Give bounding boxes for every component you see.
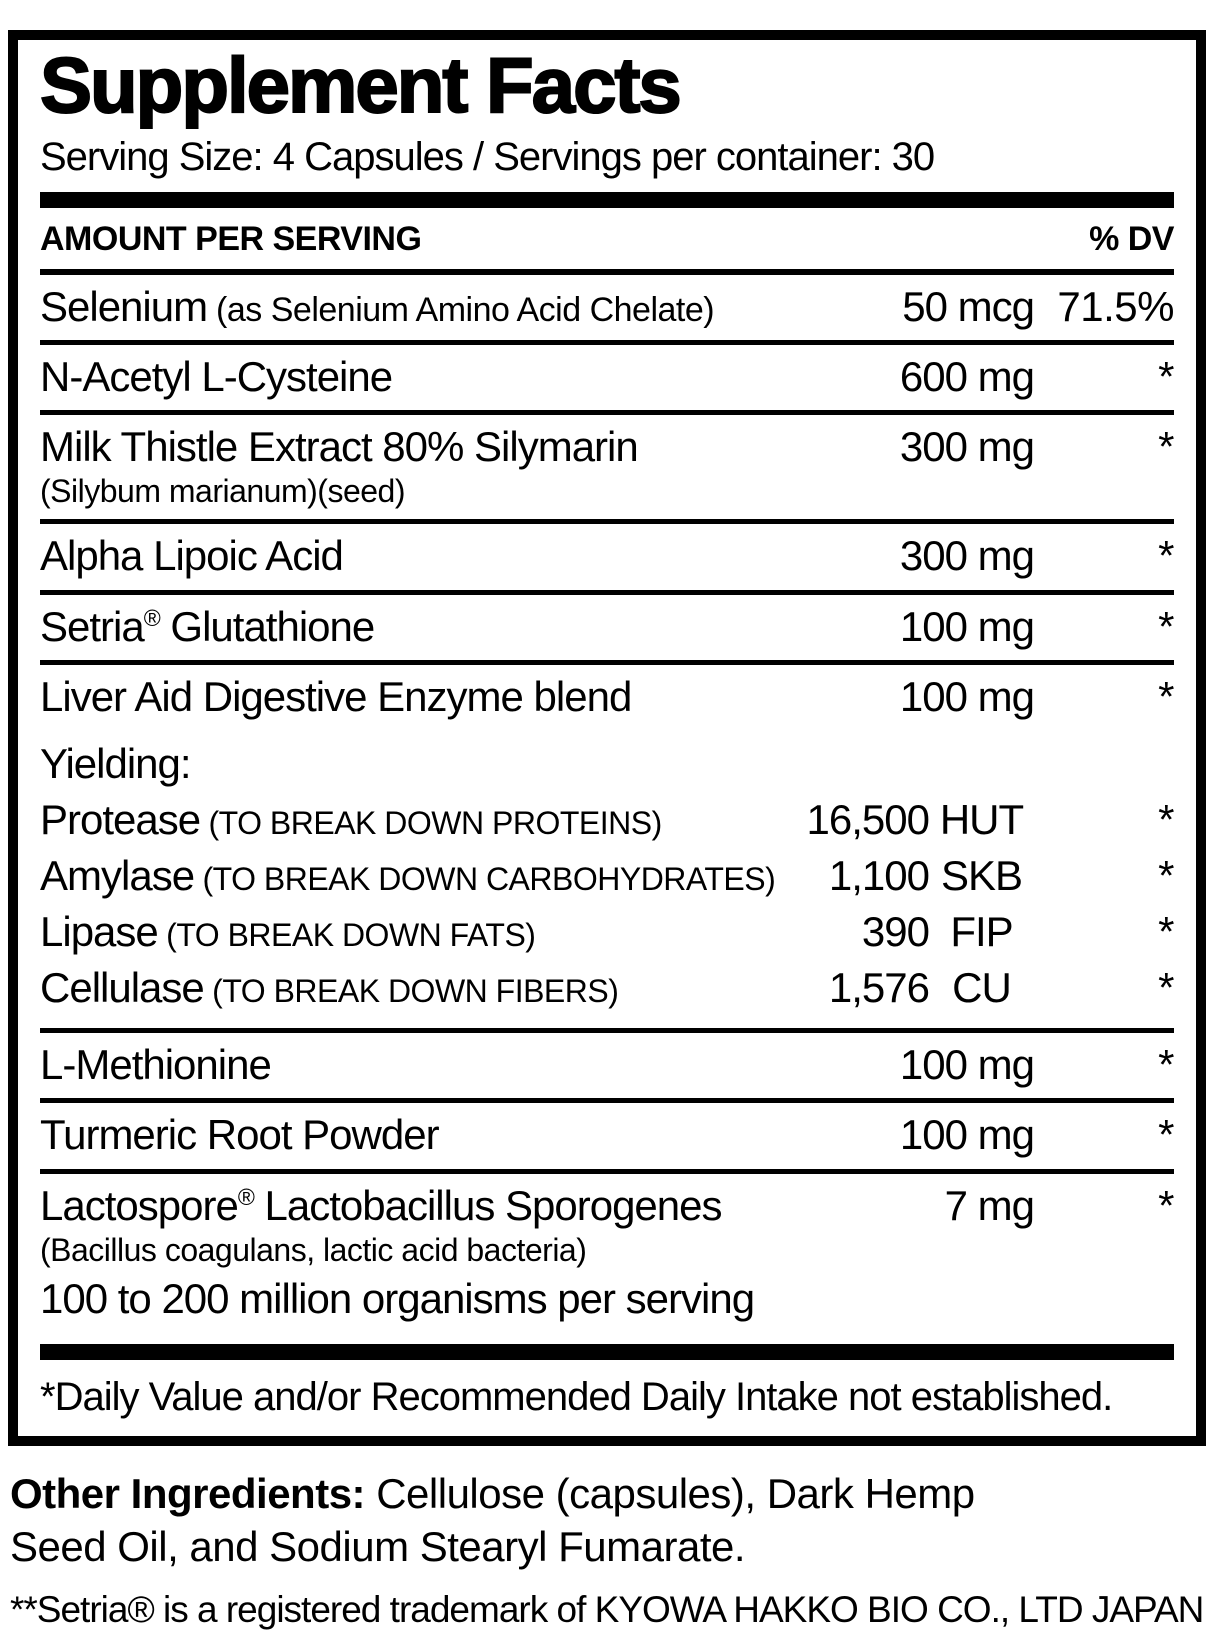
enzyme-unit: HUT — [939, 796, 1024, 844]
amount-header-label: AMOUNT PER SERVING — [40, 219, 422, 258]
enzyme-desc: (TO BREAK DOWN FIBERS) — [203, 973, 619, 1010]
enzyme-name: Lipase — [40, 908, 158, 956]
ingredient-row-ala — [40, 524, 1174, 594]
enzyme-desc: (TO BREAK DOWN FATS) — [157, 917, 536, 954]
facts-title: Supplement Facts — [40, 41, 680, 129]
enzyme-name-cell — [40, 796, 784, 844]
ingredient-dv: * — [1158, 1041, 1174, 1089]
ingredient-amount: 7 mg — [944, 1181, 1034, 1229]
enzyme-value: 1,100 — [828, 852, 929, 900]
below-panel-text — [0, 1446, 1214, 1631]
enzyme-name-cell — [40, 964, 784, 1012]
ingredient-name-text: Setria — [40, 602, 144, 650]
enzyme-value: 16,500 — [806, 796, 929, 844]
enzyme-dv: * — [1158, 796, 1174, 844]
enzyme-unit: FIP — [950, 908, 1013, 956]
ingredient-dv: * — [1158, 532, 1174, 580]
ingredient-row-selenium — [40, 275, 1174, 345]
enzyme-unit: SKB — [940, 852, 1023, 900]
enzyme-row-cellulase — [40, 960, 1174, 1016]
enzyme-dv: * — [1158, 908, 1174, 956]
ingredient-name-text: Alpha Lipoic Acid — [40, 532, 343, 580]
daily-value-footnote: *Daily Value and/or Recommended Daily Intake not established. — [40, 1375, 1113, 1420]
ingredient-name — [40, 423, 814, 510]
ingredient-row-methionine — [40, 1033, 1174, 1103]
enzyme-name-cell — [40, 908, 784, 956]
ingredient-name — [40, 1111, 814, 1159]
trademark-note: **Setria® is a registered trademark of KYOWA HAKKO BIO CO., LTD JAPAN — [10, 1589, 1204, 1631]
enzyme-value: 390 — [861, 908, 929, 956]
ingredient-name — [40, 1041, 814, 1089]
enzyme-name-cell — [40, 852, 784, 900]
enzyme-row-lipase — [40, 904, 1174, 960]
registered-mark: ® — [143, 604, 160, 631]
ingredient-row-nac — [40, 345, 1174, 415]
ingredient-sub-block: (Silybum marianum)(seed) — [40, 473, 405, 510]
ingredient-dv: * — [1158, 602, 1174, 650]
ingredient-amount: 100 mg — [899, 1111, 1034, 1159]
ingredient-row-lactospore — [40, 1174, 1174, 1332]
ingredient-name-text: N-Acetyl L-Cysteine — [40, 352, 393, 400]
ingredient-amount: 600 mg — [899, 352, 1034, 400]
serving-size-line: Serving Size: 4 Capsules / Servings per container: 30 — [40, 134, 935, 179]
ingredient-name-text: Lactospore — [40, 1181, 238, 1229]
other-ingredients-label: Other Ingredients: — [10, 1470, 366, 1518]
ingredient-name — [40, 353, 814, 401]
ingredient-amount: 100 mg — [899, 602, 1034, 650]
ingredient-name-text: Turmeric Root Powder — [40, 1111, 439, 1159]
ingredient-dv: * — [1158, 1111, 1174, 1159]
ingredient-amount: 100 mg — [899, 672, 1034, 720]
ingredient-amount: 100 mg — [899, 1041, 1034, 1089]
ingredient-name — [40, 1182, 814, 1323]
ingredient-name — [40, 532, 814, 580]
ingredient-dv: 71.5% — [1057, 282, 1174, 330]
enzyme-name: Protease — [40, 796, 201, 844]
yielding-block — [40, 730, 1174, 1033]
ingredient-name-text: L-Methionine — [40, 1041, 271, 1089]
ingredient-dv: * — [1158, 352, 1174, 400]
enzyme-name: Amylase — [40, 852, 195, 900]
ingredient-amount: 300 mg — [899, 532, 1034, 580]
supplement-facts-panel — [8, 30, 1206, 1446]
ingredient-dv: * — [1158, 423, 1174, 471]
enzyme-unit: CU — [952, 964, 1011, 1012]
ingredient-row-glutathione — [40, 595, 1174, 665]
ingredient-sub-inline: (as Selenium Amino Acid Chelate) — [207, 290, 715, 329]
enzyme-desc: (TO BREAK DOWN PROTEINS) — [200, 805, 662, 842]
ingredient-name-text: Selenium — [40, 282, 208, 330]
ingredient-name-text2: Lactobacillus Sporogenes — [253, 1181, 722, 1229]
ingredient-row-milk-thistle — [40, 415, 1174, 524]
ingredient-row-enzyme-blend — [40, 665, 1174, 730]
ingredient-name — [40, 673, 814, 721]
ingredient-dv: * — [1158, 672, 1174, 720]
ingredient-name-text2: Glutathione — [159, 602, 375, 650]
yielding-label: Yielding: — [40, 740, 191, 788]
thick-divider — [40, 192, 1174, 208]
thick-divider — [40, 1344, 1174, 1360]
ingredient-amount: 50 mcg — [902, 282, 1034, 330]
column-header-row — [40, 208, 1174, 275]
ingredient-amount: 300 mg — [899, 423, 1034, 471]
ingredient-row-turmeric — [40, 1103, 1174, 1173]
enzyme-dv: * — [1158, 964, 1174, 1012]
ingredient-name — [40, 603, 814, 651]
ingredient-name-text: Milk Thistle Extract 80% Silymarin — [40, 423, 638, 471]
other-ingredients — [10, 1468, 1060, 1573]
ingredient-name-text: Liver Aid Digestive Enzyme blend — [40, 672, 632, 720]
enzyme-value: 1,576 — [828, 964, 929, 1012]
ingredient-name — [40, 283, 814, 331]
enzyme-row-amylase — [40, 848, 1174, 904]
other-ingredients-text: Cellulose (capsules), Dark Hemp Seed Oil, and Sodium Stearyl Fumarate. — [10, 1470, 975, 1570]
ingredient-sub-block: (Bacillus coagulans, lactic acid bacteria) — [40, 1232, 587, 1269]
registered-mark: ® — [237, 1183, 254, 1210]
enzyme-name: Cellulase — [40, 964, 204, 1012]
enzyme-row-protease — [40, 792, 1174, 848]
dv-header-label: % DV — [1089, 219, 1174, 258]
ingredient-dv: * — [1158, 1181, 1174, 1229]
ingredient-sub-organisms: 100 to 200 million organisms per serving — [40, 1274, 755, 1322]
enzyme-dv: * — [1158, 852, 1174, 900]
enzyme-desc: (TO BREAK DOWN CARBOHYDRATES) — [194, 861, 776, 898]
